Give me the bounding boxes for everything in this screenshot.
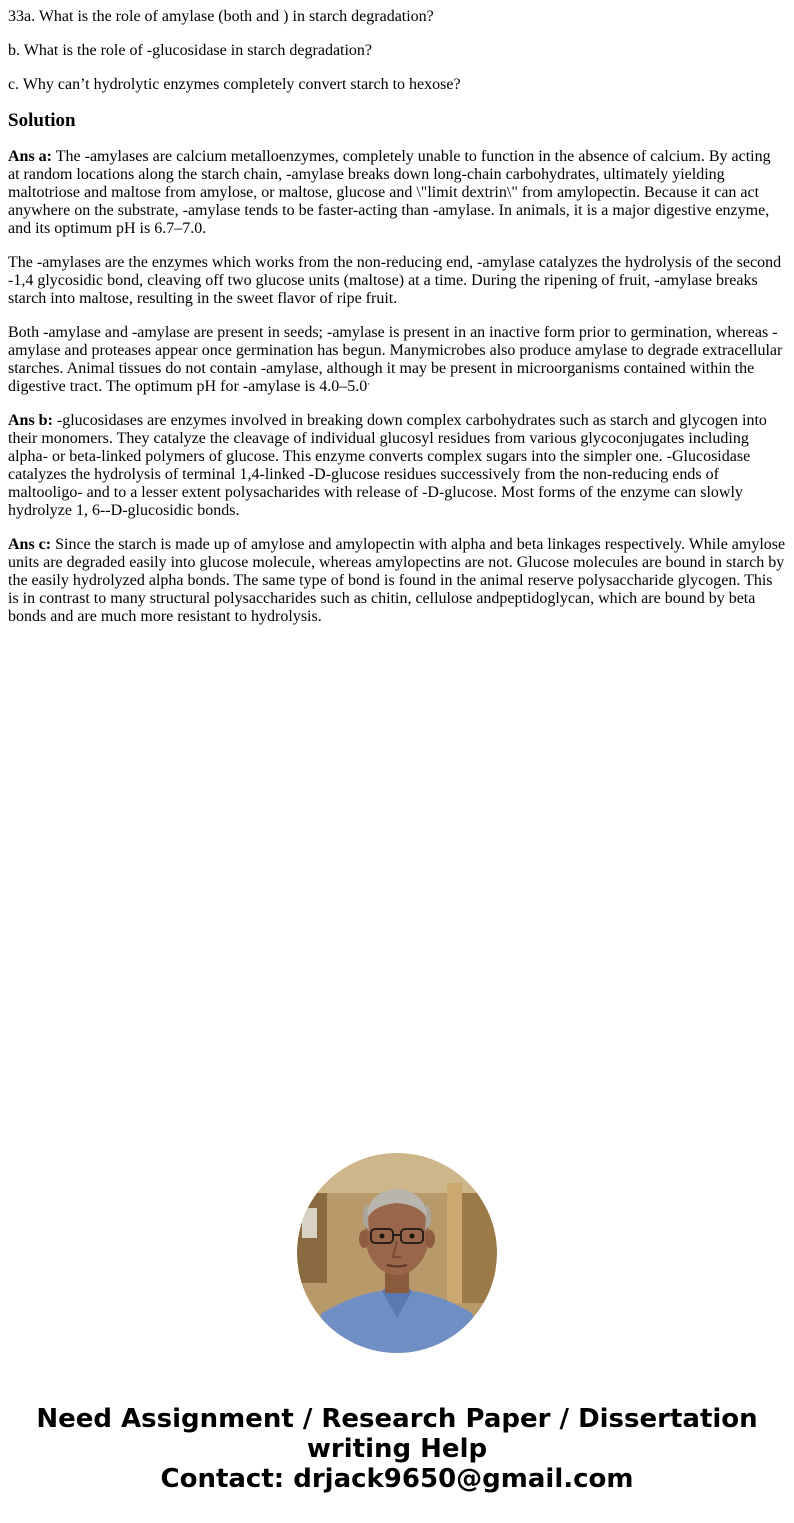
question-b: b. What is the role of -glucosidase in starch degradation?	[8, 42, 373, 59]
answer-b-paragraph	[8, 412, 786, 520]
answer-c-paragraph	[8, 536, 786, 626]
author-portrait-image	[297, 1153, 497, 1353]
answer-a-paragraph-1	[8, 148, 786, 238]
author-avatar	[297, 1153, 497, 1353]
document-body	[8, 8, 786, 642]
solution-heading: Solution	[8, 110, 76, 131]
answer-a-label: Ans a:	[8, 148, 53, 165]
answer-a-text-3: Both -amylase and -amylase are present in seeds; -amylase is present in an inactive form prior to germination, whereas -amylase and proteases appear once germination has begun. Manymicrobes also produce amylase to degrade extracellular starches. Animal tissues do not contain -amylase, although it may be present in microorganisms contained within the digestive tract. The optimum pH for -amylase is 4.0–5.0	[8, 324, 783, 395]
footer-contact: Contact: drjack9650@gmail.com	[160, 1464, 634, 1494]
question-c: c. Why can’t hydrolytic enzymes completely convert starch to hexose?	[8, 76, 461, 93]
answer-a-text-3-tail: .	[367, 376, 370, 388]
answer-b-label: Ans b:	[8, 412, 53, 429]
answer-c-label: Ans c:	[8, 536, 52, 553]
answer-b-text: -glucosidases are enzymes involved in breaking down complex carbohydrates such as starch and glycogen into their monomers. They catalyze the cleavage of individual glucosyl residues from various glycoconjugates including alpha- or beta-linked polymers of glucose. This enzyme converts complex sugars into the simpler one. -Glucosidase catalyzes the hydrolysis of terminal 1,4-linked -D-glucose residues successively from the non-reducing ends of maltooligo- and to a lesser extent polysacharides with release of -D-glucose. Most forms of the enzyme can slowly hydrolyze 1, 6--D-glucosidic bonds.	[8, 412, 767, 519]
footer-line-2: writing Help	[306, 1434, 488, 1464]
answer-a-paragraph-2: The -amylases are the enzymes which works from the non-reducing end, -amylase catalyzes the hydrolysis of the second -1,4 glycosidic bond, cleaving off two glucose units (maltose) at a time. During the ripening of fruit, -amylase breaks starch into maltose, resulting in the sweet flavor of ripe fruit.	[8, 254, 782, 307]
answer-a-text-1: The -amylases are calcium metalloenzymes, completely unable to function in the absence of calcium. By acting at random locations along the starch chain, -amylase breaks down long-chain carbohydrates, ultimately yielding maltotriose and maltose from amylose, or maltose, glucose and \"limit dextrin\" from amylopectin. Because it can act anywhere on the substrate, -amylase tends to be faster-acting than -amylase. In animals, it is a major digestive enzyme, and its optimum pH is 6.7–7.0.	[8, 148, 771, 237]
promo-footer	[0, 1404, 794, 1494]
footer-line-1: Need Assignment / Research Paper / Dissertation	[36, 1404, 758, 1434]
answer-c-text: Since the starch is made up of amylose and amylopectin with alpha and beta linkages respectively. While amylose units are degraded easily into glucose molecule, whereas amylopectins are not. Glucose molecules are bound in starch by the easily hydrolyzed alpha bonds. The same type of bond is found in the animal reserve polysaccharide glycogen. This is in contrast to many structural polysaccharides such as chitin, cellulose andpeptidoglycan, which are bound by beta bonds and are much more resistant to hydrolysis.	[8, 536, 786, 625]
answer-a-paragraph-3	[8, 324, 786, 396]
question-a: 33a. What is the role of amylase (both and ) in starch degradation?	[8, 8, 434, 25]
